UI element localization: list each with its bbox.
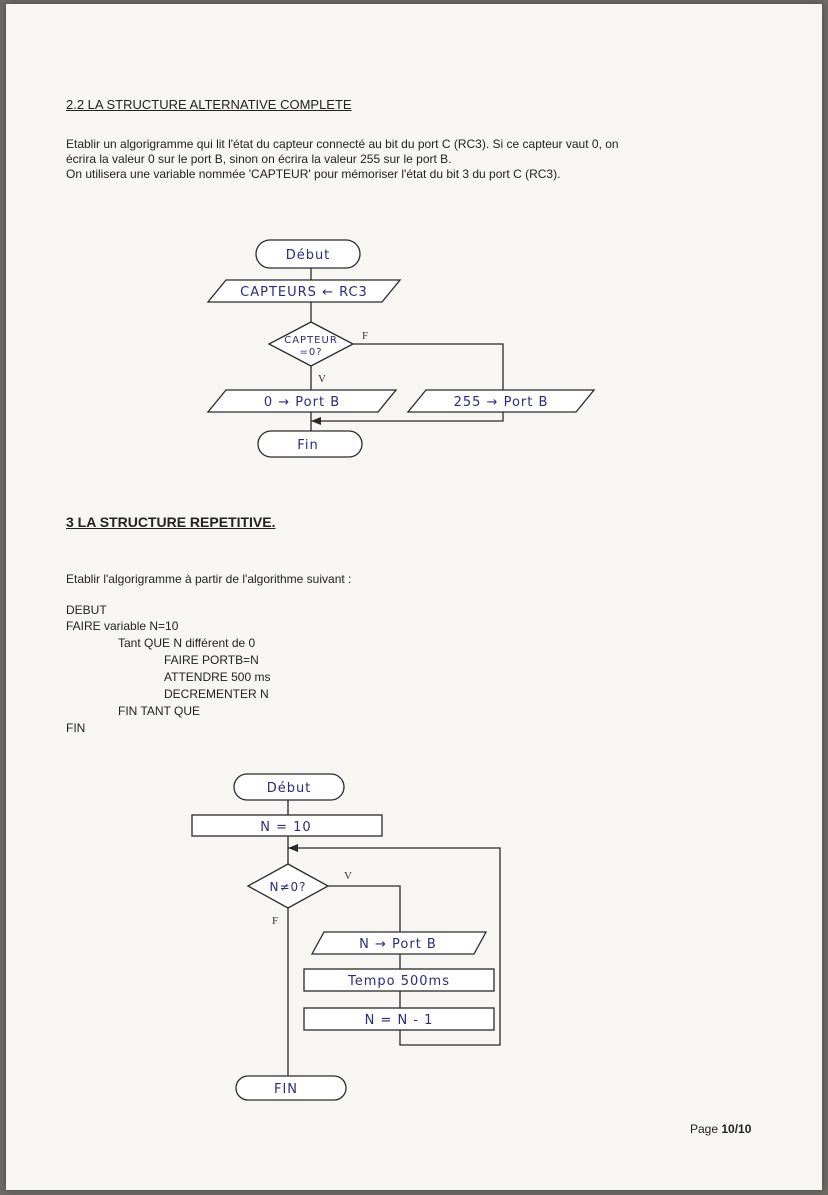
algo-line-init: FAIRE variable N=10	[66, 619, 179, 633]
end-label-2: FIN	[273, 1082, 299, 1097]
action2-label: Tempo 500ms	[348, 974, 450, 989]
flowchart-alternative	[6, 4, 822, 1190]
decision-label-line1: CAPTEUR	[284, 335, 338, 346]
page-num: 10/10	[721, 1122, 752, 1136]
section-title-repetitive: 3 LA STRUCTURE REPETITIVE.	[66, 514, 276, 530]
decision-label-line2: =0?	[299, 347, 323, 358]
action3-label: N = N - 1	[364, 1013, 434, 1028]
action1-label: N → Port B	[359, 937, 437, 952]
true-label-2: V	[344, 870, 352, 882]
algo-line-while: Tant QUE N différent de 0	[118, 636, 256, 650]
false-label-2: F	[272, 915, 279, 927]
algo-line-portb: FAIRE PORTB=N	[164, 653, 259, 667]
connector-merge	[311, 412, 503, 421]
paragraph-line-2: écrira la valeur 0 sur le port B, sinon on écrira la valeur 255 sur le port B.	[66, 152, 452, 166]
loop-arrow-icon	[288, 844, 298, 852]
section-title-alternative: 2.2 LA STRUCTURE ALTERNATIVE COMPLETE	[66, 97, 352, 112]
true-action-label: 0 → Port B	[263, 395, 341, 410]
document-page	[6, 4, 822, 1190]
true-label: V	[318, 373, 326, 385]
paragraph-line-3: On utilisera une variable nommée 'CAPTEUR' pour mémoriser l'état du bit 3 du port C (RC3).	[66, 167, 561, 181]
init-label: N = 10	[260, 820, 312, 835]
algo-line-fin: FIN	[66, 721, 86, 735]
false-action-label: 255 → Port B	[453, 395, 549, 410]
merge-arrow-icon	[311, 417, 321, 425]
algo-line-decrement: DECREMENTER N	[164, 687, 269, 701]
page-number	[690, 1122, 751, 1136]
intro-text: Etablir l'algorigramme à partir de l'algorithme suivant :	[66, 572, 352, 586]
connector-true-branch-loop	[328, 886, 400, 932]
end-label: Fin	[297, 438, 319, 453]
algo-line-end-while: FIN TANT QUE	[118, 704, 201, 718]
decision-label-2: N≠0?	[269, 880, 307, 894]
algo-line-debut: DEBUT	[66, 603, 107, 617]
start-label: Début	[285, 248, 331, 263]
assign-label: CAPTEURS ← RC3	[240, 285, 368, 300]
page-prefix: Page	[690, 1122, 722, 1136]
connector-false-branch	[353, 344, 503, 390]
algo-line-wait: ATTENDRE 500 ms	[164, 670, 271, 684]
false-label: F	[362, 330, 369, 342]
start-label-2: Début	[266, 781, 312, 796]
paragraph-line-1: Etablir un algorigramme qui lit l'état du capteur connecté au bit du port C (RC3). Si ce capteur vaut 0, on	[66, 137, 619, 151]
